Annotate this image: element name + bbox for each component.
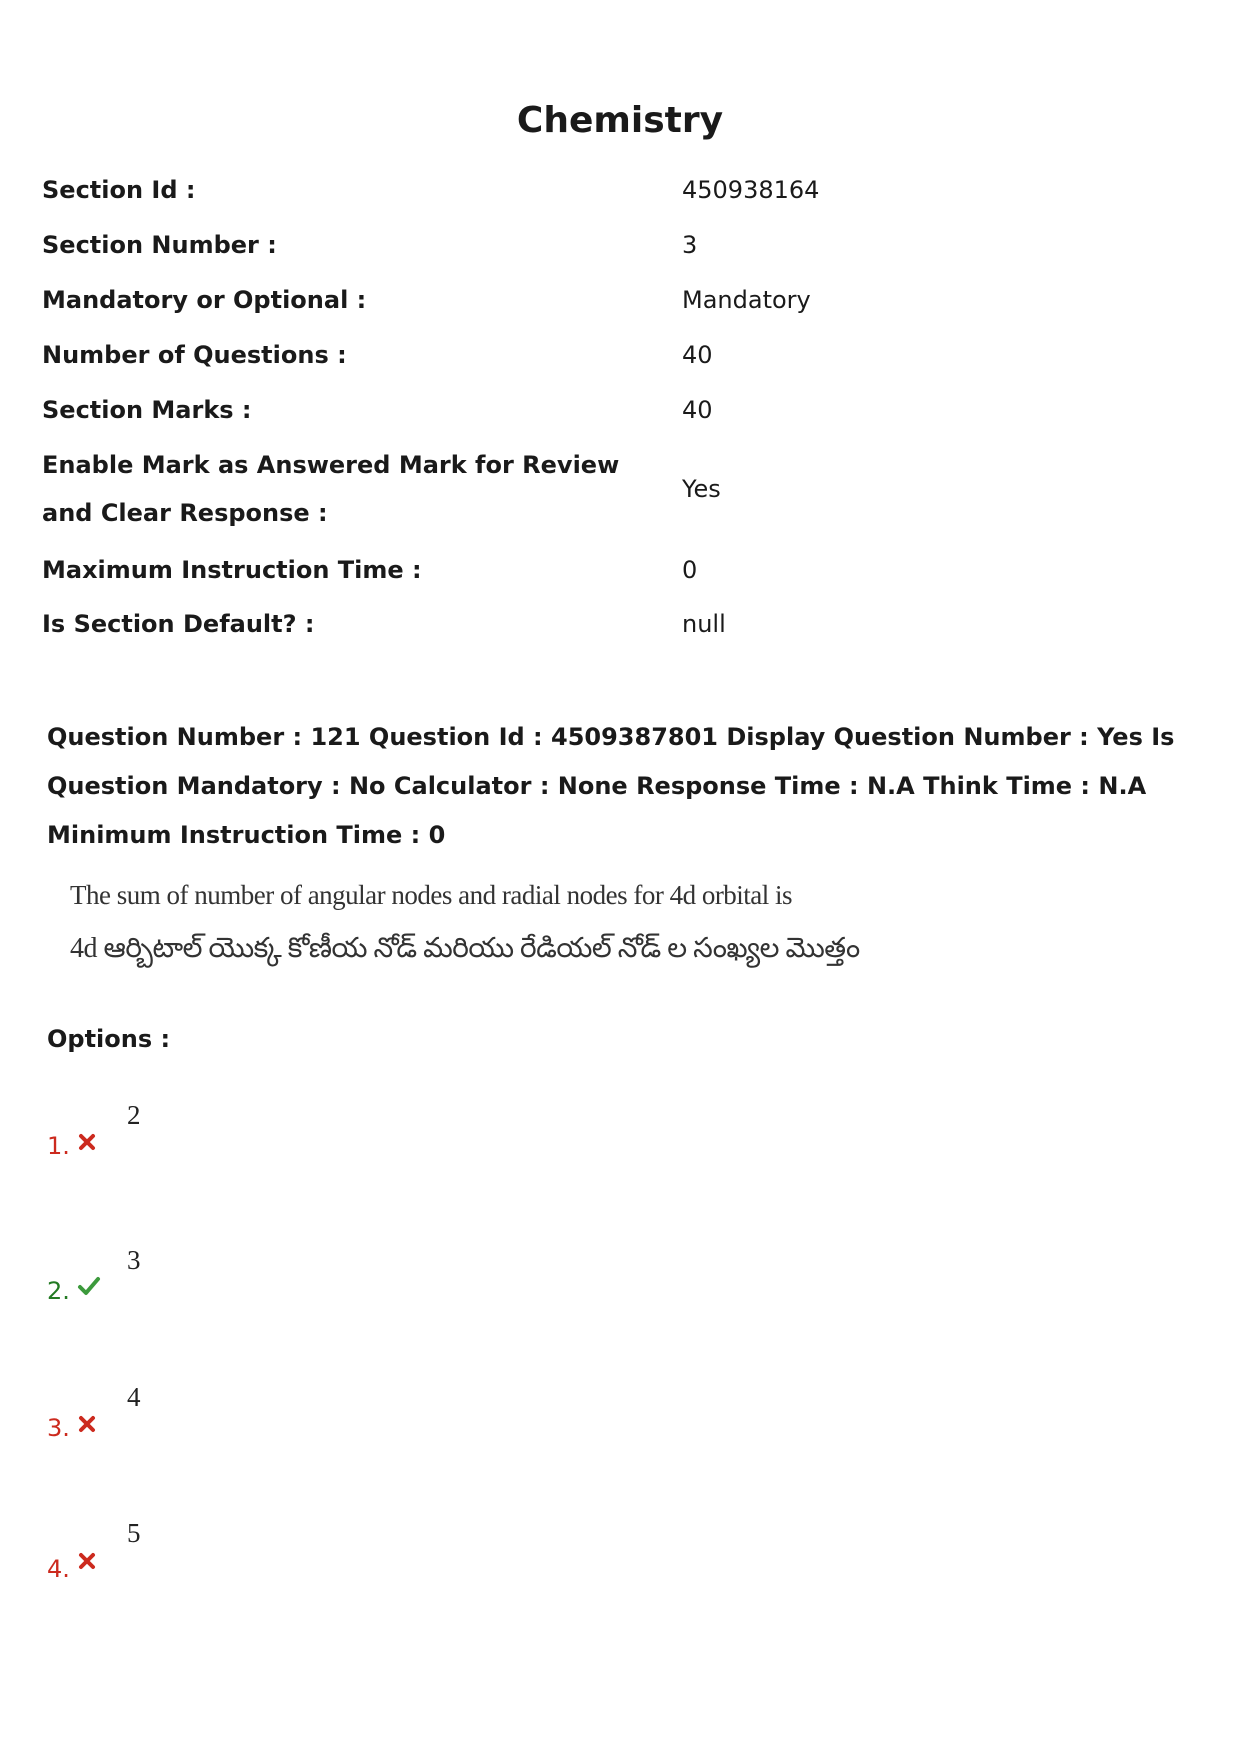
option-4 bbox=[47, 1518, 347, 1583]
info-label: Number of Questions : bbox=[42, 341, 347, 369]
cross-icon bbox=[77, 1414, 97, 1434]
question-text-telugu: 4d ఆర్బిటాల్ యొక్క కోణీయ నోడ్ మరియు రేడియల్ నోడ్ ల సంఖ్యల మొత్తం bbox=[70, 933, 860, 964]
info-label: Section Id : bbox=[42, 176, 196, 204]
option-value: 5 bbox=[127, 1518, 141, 1548]
option-1 bbox=[47, 1100, 347, 1160]
cross-icon bbox=[77, 1132, 97, 1152]
option-3 bbox=[47, 1382, 347, 1442]
info-label: Enable Mark as Answered Mark for Review and Clear Response : bbox=[42, 451, 620, 527]
info-value: 0 bbox=[682, 556, 698, 584]
option-value: 4 bbox=[127, 1382, 141, 1412]
info-label: Maximum Instruction Time : bbox=[42, 556, 422, 584]
question-meta: Question Number : 121 Question Id : 4509387801 Display Question Number : Yes Is Question Mandatory : No Calculator : None Response Time : N.A Think Time : N.A Minimum Instruction Time : 0 bbox=[47, 723, 1175, 849]
option-2 bbox=[47, 1245, 347, 1305]
info-value: Mandatory bbox=[682, 286, 811, 314]
cross-icon bbox=[77, 1551, 97, 1571]
question-text-english: The sum of number of angular nodes and radial nodes for 4d orbital is bbox=[70, 880, 793, 910]
info-value: 3 bbox=[682, 231, 698, 259]
info-label: Section Number : bbox=[42, 231, 277, 259]
info-value: 40 bbox=[682, 341, 713, 369]
info-value: null bbox=[682, 610, 726, 638]
question-text bbox=[70, 880, 970, 971]
option-value: 3 bbox=[127, 1245, 141, 1275]
info-label: Is Section Default? : bbox=[42, 610, 315, 638]
info-value: 450938164 bbox=[682, 176, 820, 204]
option-number: 3. bbox=[47, 1414, 70, 1442]
info-label: Section Marks : bbox=[42, 396, 252, 424]
option-number: 2. bbox=[47, 1277, 70, 1305]
option-value: 2 bbox=[127, 1100, 141, 1130]
info-value: Yes bbox=[682, 475, 721, 503]
option-number: 4. bbox=[47, 1555, 70, 1583]
option-number: 1. bbox=[47, 1132, 70, 1160]
info-label: Mandatory or Optional : bbox=[42, 286, 367, 314]
section-title: Chemistry bbox=[516, 100, 724, 141]
info-value: 40 bbox=[682, 396, 713, 424]
options-label: Options : bbox=[47, 1025, 171, 1053]
check-icon bbox=[77, 1275, 101, 1297]
